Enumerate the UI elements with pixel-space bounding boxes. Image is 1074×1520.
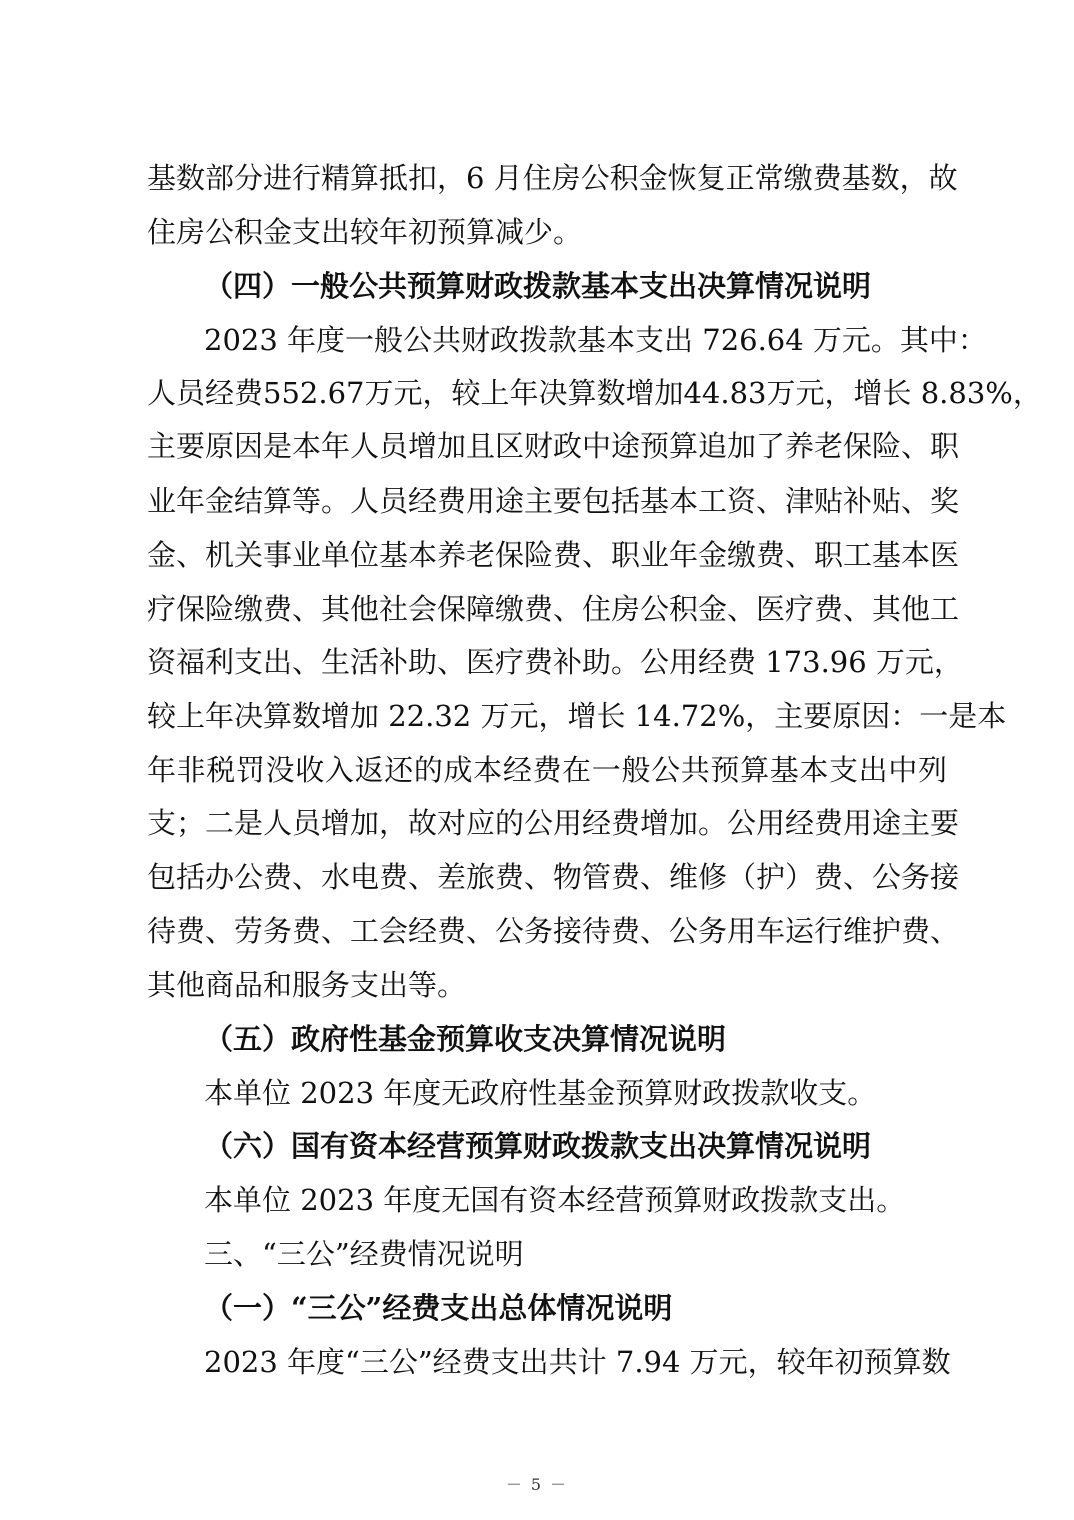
body-text-line: 资福利支出、生活补助、医疗费补助。公用经费 173.96 万元， (147, 645, 963, 679)
body-text-line: 2023 年度“三公”经费支出共计 7.94 万元，较年初预算数 (204, 1345, 951, 1379)
section-heading: （六）国有资本经营预算财政拨款支出决算情况说明 (204, 1129, 872, 1163)
body-text-line: 住房公积金支出较年初预算减少。 (147, 215, 583, 249)
section-heading: （四）一般公共预算财政拨款基本支出决算情况说明 (204, 269, 872, 303)
body-text-line: 疗保险缴费、其他社会保障缴费、住房公积金、医疗费、其他工 (147, 592, 960, 626)
body-text-line: 支；二是人员增加，故对应的公用经费增加。公用经费用途主要 (147, 806, 960, 840)
body-text-line: 业年金结算等。人员经费用途主要包括基本工资、津贴补贴、奖 (147, 484, 960, 518)
section-heading: （一）“三公”经费支出总体情况说明 (204, 1291, 673, 1325)
body-text-line: 本单位 2023 年度无政府性基金预算财政拨款收支。 (204, 1076, 877, 1110)
body-text-line: 年非税罚没收入返还的成本经费在一般公共预算基本支出中列 (147, 753, 947, 787)
section-heading: （五）政府性基金预算收支决算情况说明 (204, 1022, 727, 1056)
page-number: － 5 － (505, 1475, 569, 1494)
body-text-line: 人员经费552.67万元，较上年决算数增加44.83万元，增长 8.83%， (147, 376, 1042, 410)
body-text-line: 其他商品和服务支出等。 (147, 968, 467, 1002)
body-text-line: 包括办公费、水电费、差旅费、物管费、维修（护）费、公务接 (147, 860, 960, 894)
body-text-line: 本单位 2023 年度无国有资本经营预算财政拨款支出。 (204, 1183, 906, 1217)
chapter-heading: 三、“三公”经费情况说明 (204, 1237, 524, 1271)
body-text-line: 主要原因是本年人员增加且区财政中途预算追加了养老保险、职 (147, 429, 960, 463)
body-text-line: 待费、劳务费、工会经费、公务接待费、公务用车运行维护费、 (147, 914, 960, 948)
body-text-line: 较上年决算数增加 22.32 万元，增长 14.72%，主要原因：一是本 (147, 699, 1007, 733)
body-text-line: 金、机关事业单位基本养老保险费、职业年金缴费、职工基本医 (147, 538, 960, 572)
body-text-line: 2023 年度一般公共财政拨款基本支出 726.64 万元。其中： (204, 323, 987, 357)
body-text-line: 基数部分进行精算抵扣，6 月住房公积金恢复正常缴费基数，故 (147, 161, 958, 195)
